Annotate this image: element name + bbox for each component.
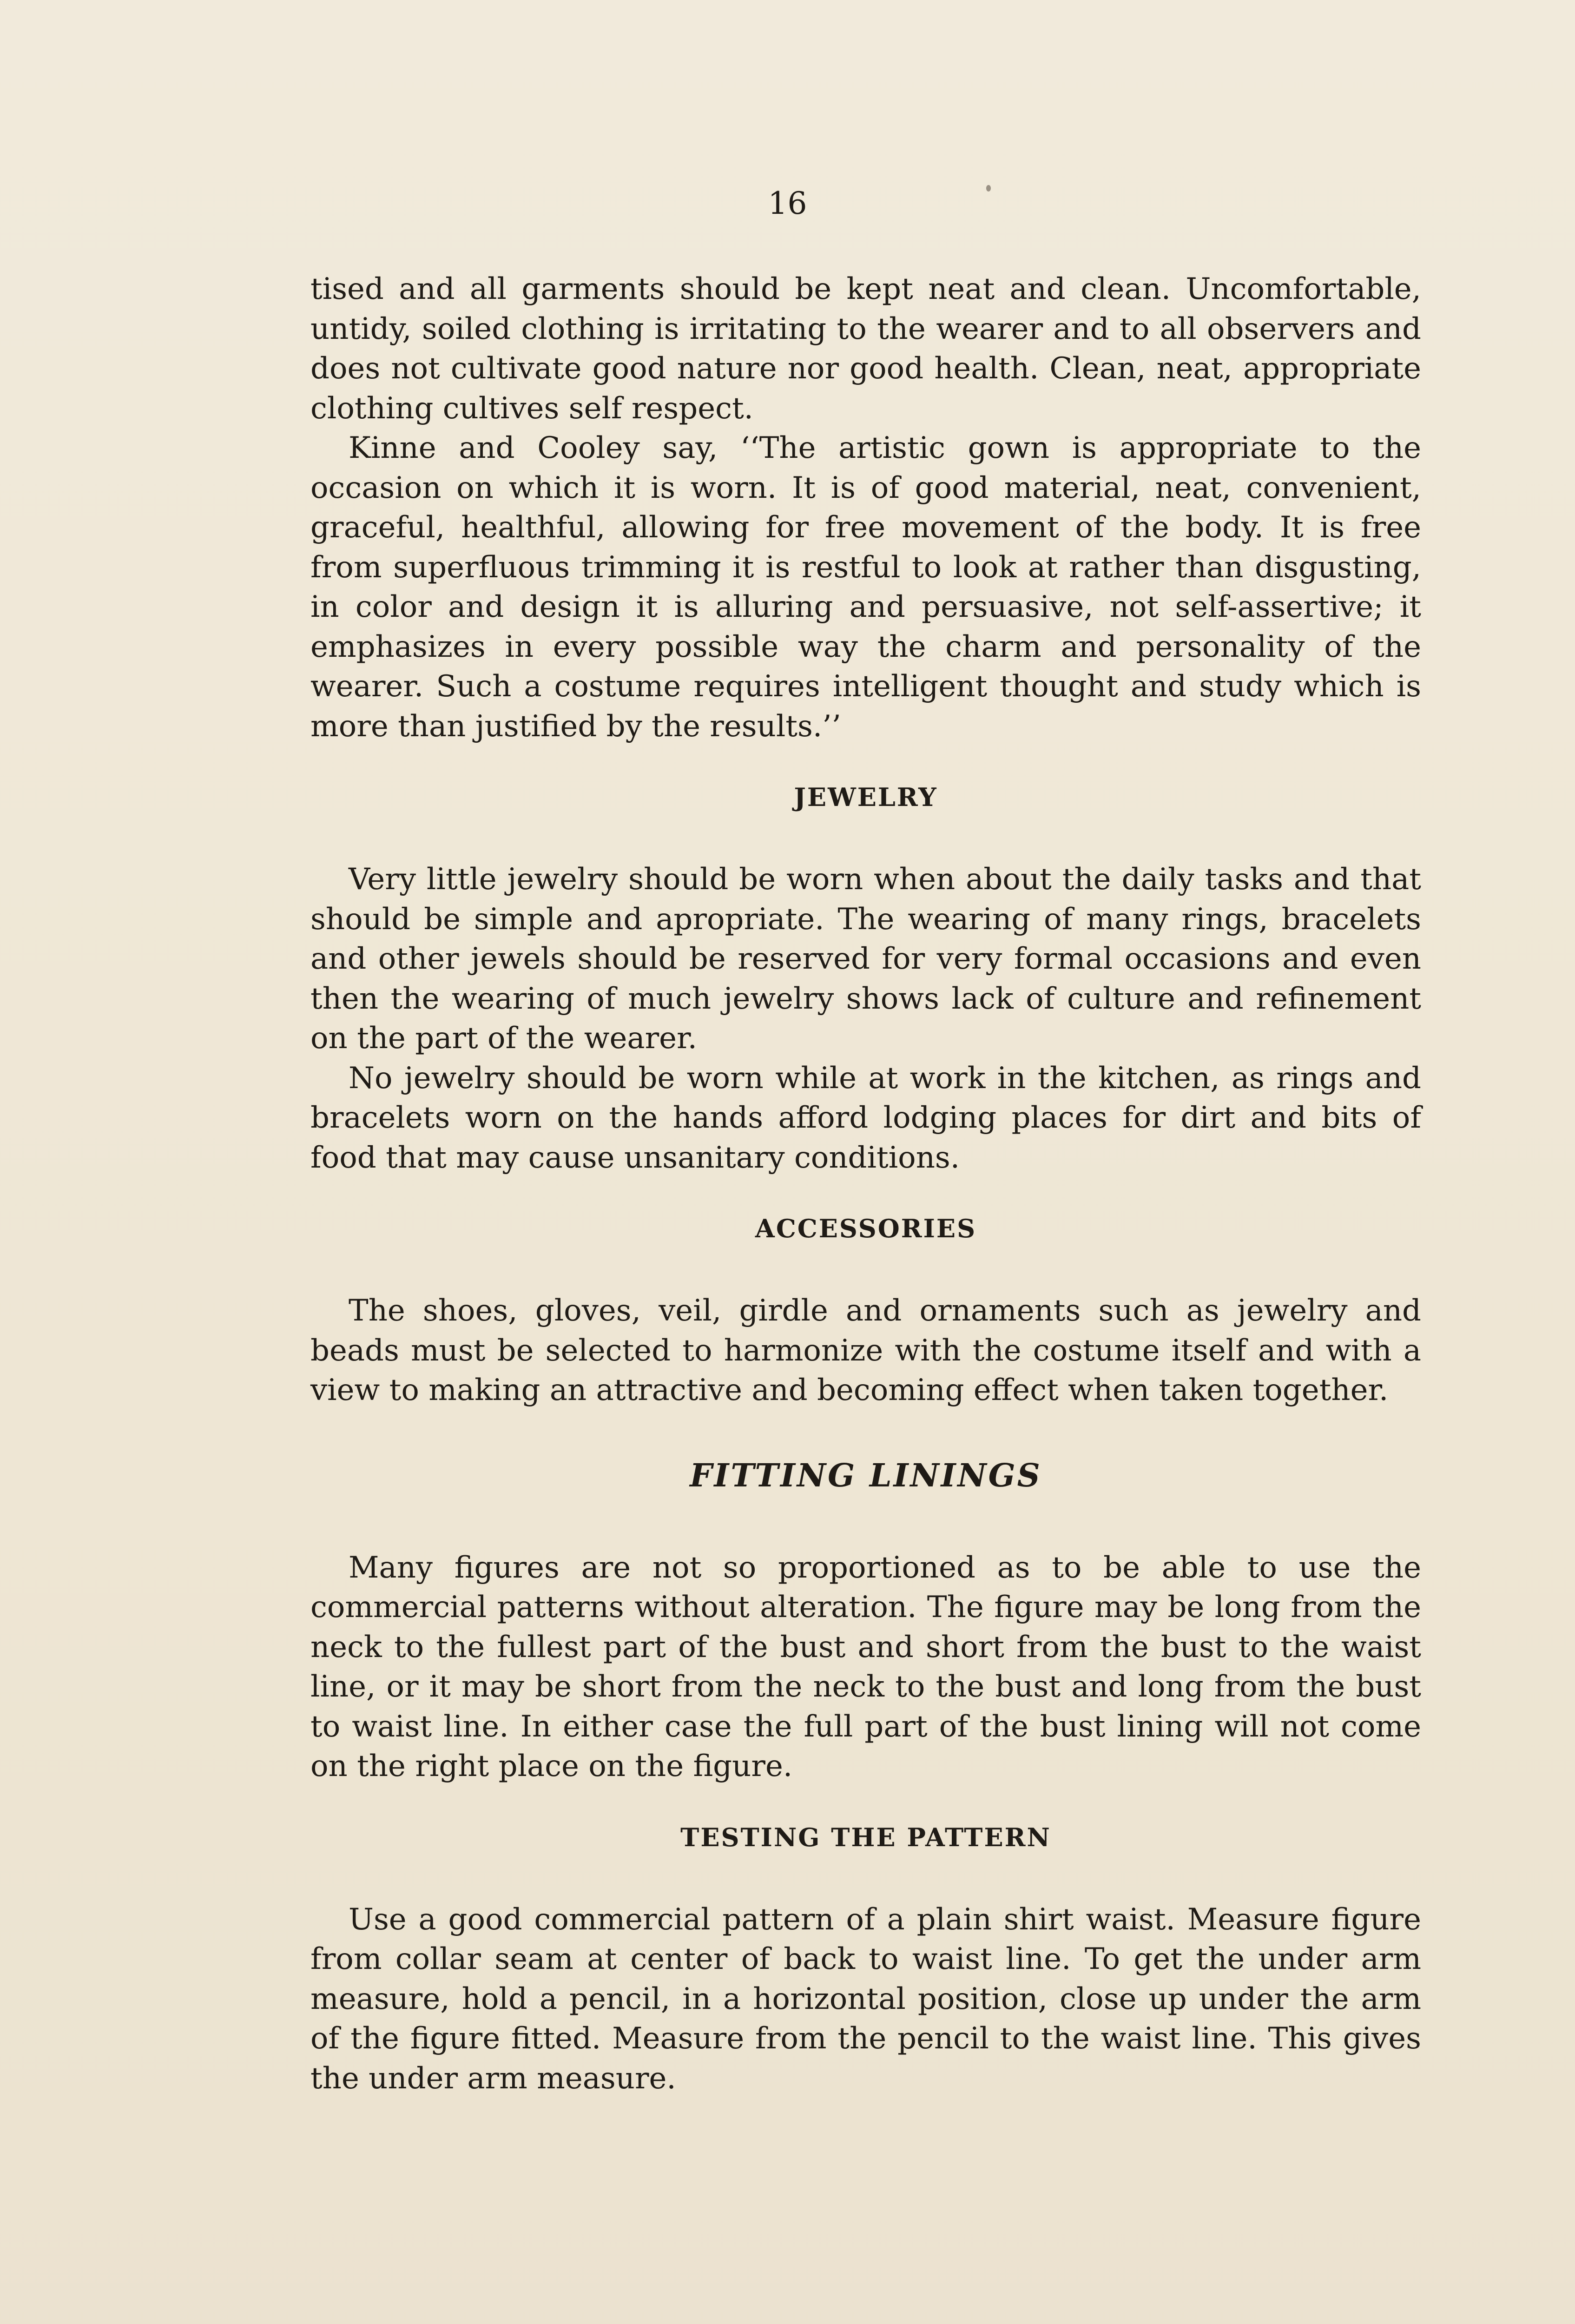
spacer [310,1787,1421,1825]
paragraph-accessories: The shoes, gloves, veil, girdle and ornaments such as jewelry and beads must be selected to harmonize with the costume itself and with a view to making an attractive and becoming effect when taken together. [310,1294,1421,1407]
paragraph-testing-pattern: Use a good commercial pattern of a plain shirt waist. Measure figure from collar seam at center of back to waist line. To get the under arm measure, hold a pencil, in a horizontal position, close up under the arm of the figure fitted. Measure from the pencil to the waist line. This gives the under arm measure. [310,1902,1421,2096]
paragraph-garments-neat: tised and all garments should be kept neat and clean. Uncomfortable, untidy, soiled clothing is irritating to the wearer and to all observers and does not cultivate good nature nor good health. Clean, neat, appropriate clothing cultives self respect. [310,272,1421,426]
spacer [310,1411,1421,1460]
spacer [310,1850,1421,1900]
page-content [310,270,1421,2099]
spacer [310,1492,1421,1548]
paragraph-jewelry-daily: Very little jewelry should be worn when about the daily tasks and that should be simple and apropriate. The wearing of many rings, bracelets and other jewels should be reserved for very formal occasions and even then the wearing of much jewelry shows lack of culture and refinement on the part of the wearer. [310,862,1421,1056]
spacer [310,1178,1421,1216]
spacer [310,810,1421,860]
page-number: 16 [768,185,807,221]
spacer [310,746,1421,785]
section-heading-accessories: ACCESSORIES [755,1214,977,1243]
section-heading-jewelry: JEWELRY [794,782,938,812]
paragraph-kinne-cooley-quote: Kinne and Cooley say, ‘‘The artistic gown is appropriate to the occasion on which it is worn. It is of good material, neat, convenient, graceful, healthful, allowing for free movement of the body. It is free from superfluous trimming it is restful to look at rather than disgusting, in color and design it is alluring and persuasive, not self-assertive; it emphasizes in every possible way the charm and personality of the wearer. Such a costume requires intelligent thought and study which is more than justified by the results.’’ [310,431,1421,744]
main-heading-fitting-linings: FITTING LININGS [690,1457,1042,1494]
paragraph-fitting-linings: Many figures are not so proportioned as to be able to use the commercial patterns without alteration. The figure may be long from the neck to the fullest part of the bust and short from the bust to the waist line, or it may be short from the neck to the bust and long from the bust to waist line. In either case the full part of the bust lining will not come on the right place on the figure. [310,1550,1421,1783]
spacer [310,1241,1421,1291]
section-heading-testing-pattern: TESTING THE PATTERN [680,1822,1051,1852]
paragraph-jewelry-kitchen: No jewelry should be worn while at work in the kitchen, as rings and bracelets worn on the hands afford lodging places for dirt and bits of food that may cause unsanitary conditions. [310,1061,1421,1175]
